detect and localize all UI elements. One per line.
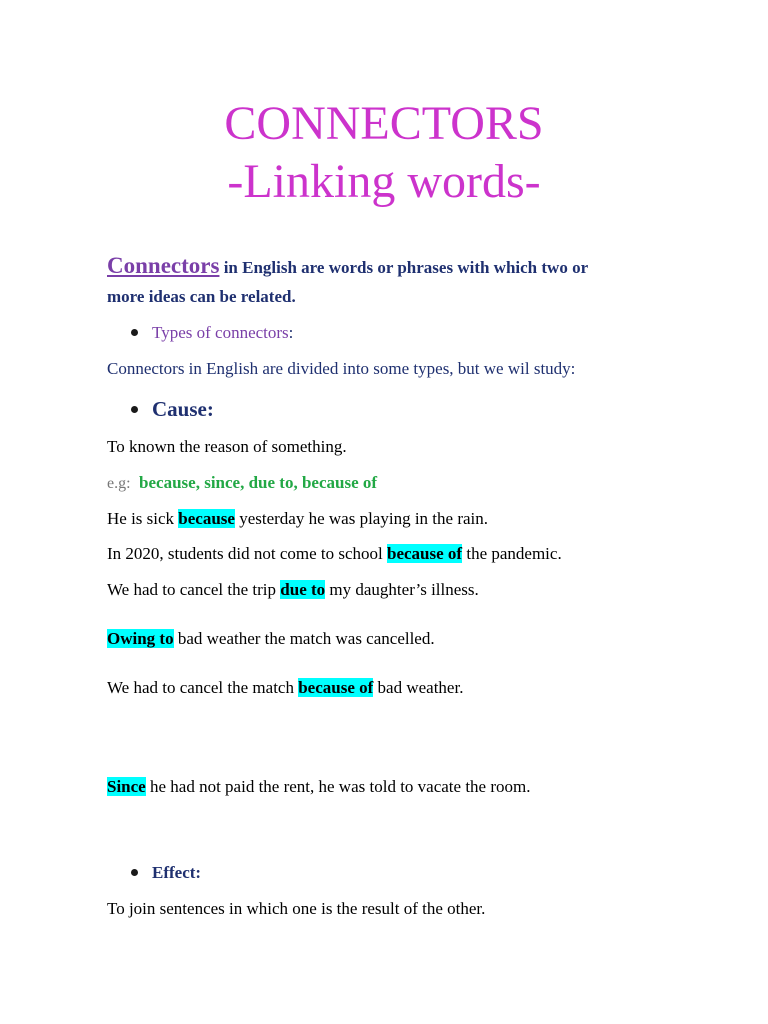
eg-words: because, since, due to, because of — [139, 473, 378, 492]
highlighted-connector: because of — [387, 544, 463, 563]
highlighted-connector: due to — [280, 580, 326, 599]
effect-heading: Effect: — [152, 863, 202, 882]
highlighted-connector: because — [178, 509, 235, 528]
eg-label: e.g: — [107, 475, 131, 492]
types-bullet-item — [131, 322, 293, 344]
effect-definition: To join sentences in which one is the result of the other. — [107, 899, 486, 918]
sentence-text: bad weather. — [373, 678, 464, 697]
sentence-text: We had to cancel the trip — [107, 580, 281, 599]
cause-definition: To known the reason of something. — [107, 437, 347, 456]
highlighted-connector: Owing to — [107, 629, 174, 648]
highlighted-connector: because of — [298, 678, 374, 697]
intro-line-2: more ideas can be related. — [107, 287, 296, 306]
cause-examples-words — [107, 472, 377, 495]
sentence-text: bad weather the match was cancelled. — [173, 629, 435, 648]
cause-heading-item — [131, 396, 214, 422]
example-sentence — [107, 776, 530, 798]
sentence-text: yesterday he was playing in the rain. — [234, 509, 489, 528]
intro-rest: in English are words or phrases with which two or — [219, 258, 589, 277]
example-sentence — [107, 508, 488, 530]
connectors-term: Connectors — [107, 253, 220, 278]
types-colon: : — [288, 323, 294, 342]
effect-heading-item — [131, 862, 201, 884]
types-label: Types of connectors — [152, 323, 289, 342]
example-sentence — [107, 677, 463, 699]
highlighted-connector: Since — [107, 777, 146, 796]
sentence-text: We had to cancel the match — [107, 678, 299, 697]
sentence-text: my daughter’s illness. — [325, 580, 479, 599]
sentence-text: he had not paid the rent, he was told to vacate the room. — [145, 777, 531, 796]
bullet-icon — [131, 869, 138, 876]
bullet-icon — [131, 406, 138, 413]
page-subtitle: -Linking words- — [227, 155, 541, 208]
sentence-text: the pandemic. — [462, 544, 562, 563]
example-sentence — [107, 579, 479, 601]
sentence-text: He is sick — [107, 509, 179, 528]
bullet-icon — [131, 329, 138, 336]
cause-heading: Cause: — [152, 397, 214, 421]
page-title: CONNECTORS — [224, 97, 544, 150]
sentence-text: In 2020, students did not come to school — [107, 544, 388, 563]
example-sentence — [107, 628, 435, 650]
intro-line-1 — [107, 254, 588, 280]
types-description: Connectors in English are divided into some types, but we wil study: — [107, 359, 576, 378]
example-sentence — [107, 543, 562, 565]
